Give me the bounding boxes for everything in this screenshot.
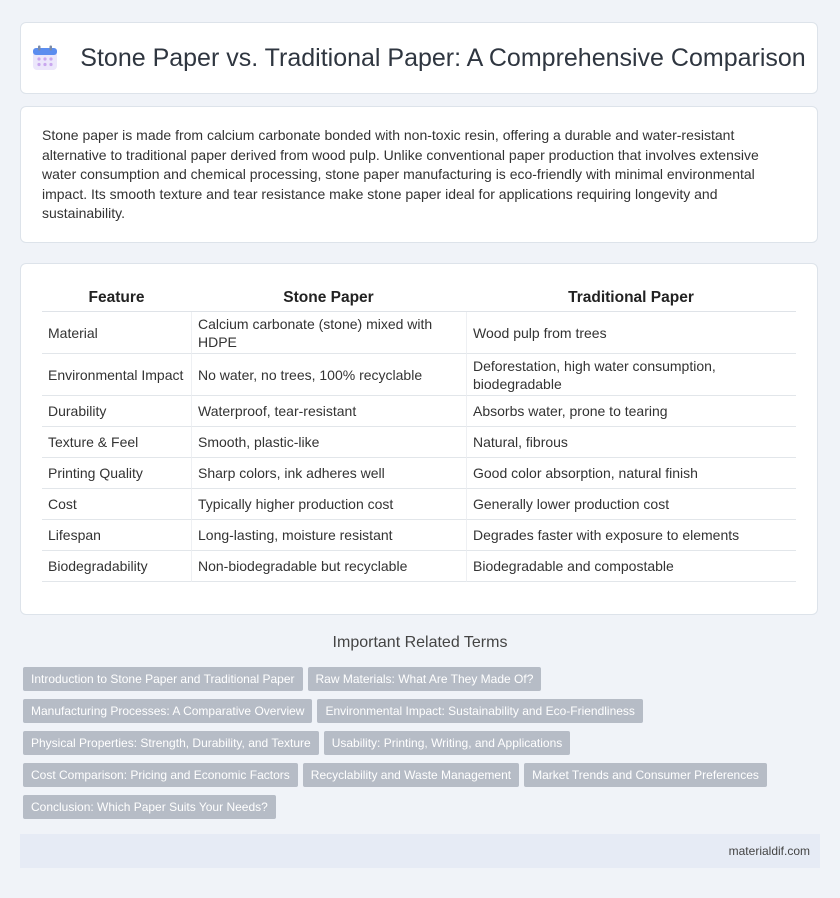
table-row — [42, 489, 796, 520]
footer — [20, 834, 820, 868]
related-term-tag[interactable]: Manufacturing Processes: A Comparative Overview — [23, 699, 312, 723]
feature-cell: Biodegradability — [42, 551, 191, 582]
intro-text: Stone paper is made from calcium carbonate bonded with non-toxic resin, offering a durable and water-resistant alternative to traditional paper derived from wood pulp. Unlike conventional paper production that involves extensive water consumption and chemical processing, stone paper manufacturing is eco-friendly with minimal environmental impact. Its smooth texture and tear resistance make stone paper ideal for applications requiring longevity and sustainability. — [42, 127, 759, 221]
related-term-tag[interactable]: Introduction to Stone Paper and Traditional Paper — [23, 667, 303, 691]
stone-paper-cell: No water, no trees, 100% recyclable — [191, 354, 466, 396]
traditional-paper-cell: Wood pulp from trees — [466, 312, 796, 354]
table-row — [42, 354, 796, 396]
feature-cell: Material — [42, 312, 191, 354]
related-term-tag[interactable]: Recyclability and Waste Management — [303, 763, 519, 787]
table-row — [42, 396, 796, 427]
column-header-stone-paper: Stone Paper — [191, 281, 466, 312]
stone-paper-cell: Sharp colors, ink adheres well — [191, 458, 466, 489]
feature-cell: Cost — [42, 489, 191, 520]
stone-paper-cell: Long-lasting, moisture resistant — [191, 520, 466, 551]
related-terms-title: Important Related Terms — [332, 634, 508, 651]
related-terms-tags — [23, 667, 823, 827]
table-row — [42, 427, 796, 458]
traditional-paper-cell: Natural, fibrous — [466, 427, 796, 458]
related-term-tag[interactable]: Physical Properties: Strength, Durability, and Texture — [23, 731, 319, 755]
table-row — [42, 312, 796, 354]
stone-paper-cell: Non-biodegradable but recyclable — [191, 551, 466, 582]
footer-site[interactable]: materialdif.com — [728, 844, 810, 858]
column-header-traditional-paper: Traditional Paper — [466, 281, 796, 312]
feature-cell: Printing Quality — [42, 458, 191, 489]
table-header-row — [42, 281, 796, 312]
traditional-paper-cell: Degrades faster with exposure to elements — [466, 520, 796, 551]
stone-paper-cell: Typically higher production cost — [191, 489, 466, 520]
header-card — [20, 22, 818, 94]
feature-cell: Texture & Feel — [42, 427, 191, 458]
comparison-table-card — [20, 263, 818, 615]
related-term-tag[interactable]: Environmental Impact: Sustainability and Eco-Friendliness — [317, 699, 642, 723]
traditional-paper-cell: Generally lower production cost — [466, 489, 796, 520]
stone-paper-cell: Smooth, plastic-like — [191, 427, 466, 458]
column-header-feature: Feature — [42, 281, 191, 312]
table-row — [42, 551, 796, 582]
traditional-paper-cell: Absorbs water, prone to tearing — [466, 396, 796, 427]
calendar-icon — [32, 45, 58, 71]
related-term-tag[interactable]: Raw Materials: What Are They Made Of? — [308, 667, 542, 691]
stone-paper-cell: Waterproof, tear-resistant — [191, 396, 466, 427]
related-term-tag[interactable]: Market Trends and Consumer Preferences — [524, 763, 767, 787]
traditional-paper-cell: Biodegradable and compostable — [466, 551, 796, 582]
table-row — [42, 520, 796, 551]
intro-card — [20, 106, 818, 243]
feature-cell: Environmental Impact — [42, 354, 191, 396]
traditional-paper-cell: Deforestation, high water consumption, biodegradable — [466, 354, 796, 396]
related-term-tag[interactable]: Usability: Printing, Writing, and Applications — [324, 731, 571, 755]
table-row — [42, 458, 796, 489]
feature-cell: Durability — [42, 396, 191, 427]
related-term-tag[interactable]: Conclusion: Which Paper Suits Your Needs? — [23, 795, 276, 819]
page-title: Stone Paper vs. Traditional Paper: A Comprehensive Comparison — [80, 43, 806, 72]
traditional-paper-cell: Good color absorption, natural finish — [466, 458, 796, 489]
stone-paper-cell: Calcium carbonate (stone) mixed with HDPE — [191, 312, 466, 354]
feature-cell: Lifespan — [42, 520, 191, 551]
related-term-tag[interactable]: Cost Comparison: Pricing and Economic Factors — [23, 763, 298, 787]
comparison-table — [42, 281, 796, 582]
